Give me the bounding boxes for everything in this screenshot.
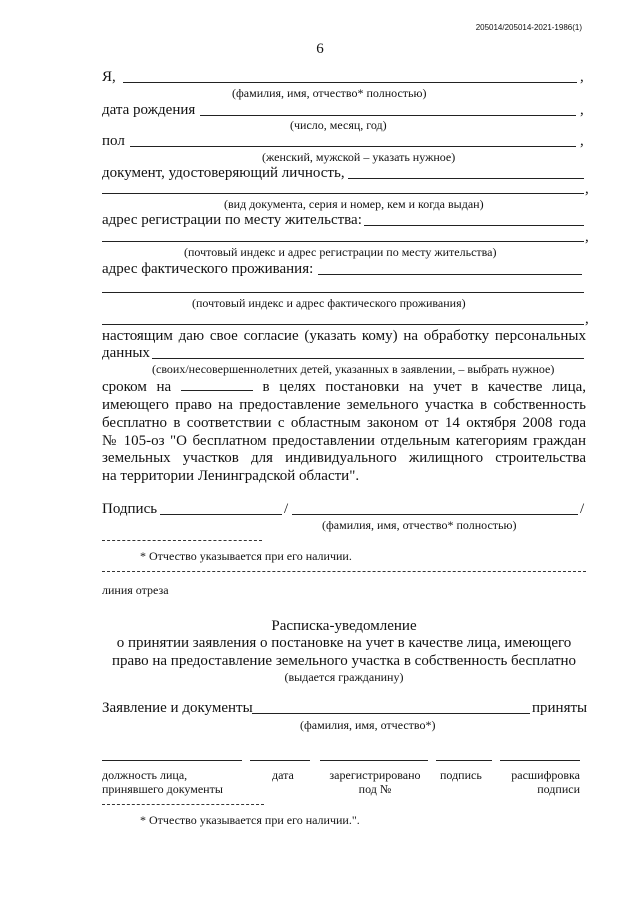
column-label: под № xyxy=(358,782,392,796)
registration-address-hint: (почтовый индекс и адрес регистрации по месту жительства) xyxy=(184,245,497,259)
footnote-separator xyxy=(102,540,262,541)
cut-line-label: линия отреза xyxy=(102,583,169,597)
comma: , xyxy=(585,229,589,245)
column-label: принявшего документы xyxy=(102,782,223,796)
column-signature-decoding xyxy=(500,768,580,796)
dob-field[interactable] xyxy=(200,115,576,116)
comma: , xyxy=(585,311,589,327)
documents-label: Заявление и документы xyxy=(102,700,253,716)
full-name-hint: (фамилия, имя, отчество* полностью) xyxy=(232,86,427,100)
column-registration xyxy=(326,768,424,796)
document-code: 205014/205014-2021-1986(1) xyxy=(475,23,582,32)
receipt-issued-note: (выдается гражданину) xyxy=(284,670,404,684)
applicant-name-field[interactable] xyxy=(252,713,530,714)
column-label: расшифровка xyxy=(511,768,580,782)
consent-line-1: настоящим даю свое согласие (указать кому) на обработку персональных xyxy=(102,328,586,344)
receipt-subtitle-2: право на предоставление земельного участка в собственность бесплатно xyxy=(111,653,577,669)
term-line xyxy=(102,378,586,396)
signature-decoding-field[interactable] xyxy=(500,760,580,761)
data-subject-hint: (своих/несовершеннолетних детей, указанных в заявлении, – выбрать нужное) xyxy=(152,362,555,376)
body-line-1: имеющего право на предоставление земельного участка в собственность xyxy=(102,397,586,413)
body-line-4: земельных участков для индивидуального жилищного строительства xyxy=(102,450,586,466)
footnote-separator xyxy=(102,804,264,805)
i-label: Я, xyxy=(102,69,116,85)
receipt-footnote-text: * Отчество указывается при его наличии.". xyxy=(140,813,360,827)
signature-field[interactable] xyxy=(160,514,282,515)
column-label: должность лица, xyxy=(102,768,188,782)
column-label: дата xyxy=(272,768,294,782)
comma: , xyxy=(585,181,589,197)
slash-separator: / xyxy=(284,501,289,517)
comma: , xyxy=(580,69,584,85)
receipt-subtitle-1: о принятии заявления о постановке на учет в качестве лица, имеющего xyxy=(116,635,572,651)
data-subject-field[interactable] xyxy=(152,358,584,359)
data-word: данных xyxy=(102,345,150,361)
sex-hint: (женский, мужской – указать нужное) xyxy=(262,150,456,164)
registration-number-field[interactable] xyxy=(320,760,428,761)
term-right-text: в целях постановки на учет в качестве лица, xyxy=(262,379,587,395)
column-label: подписи xyxy=(537,782,580,796)
registration-address-field-2[interactable] xyxy=(102,241,584,242)
actual-address-label: адрес фактического проживания: xyxy=(102,261,314,277)
dob-label: дата рождения xyxy=(102,102,196,118)
body-line-3: № 105-оз "О бесплатном предоставлении отдельным категориям граждан xyxy=(102,433,586,449)
term-field[interactable] xyxy=(181,378,253,391)
date-field[interactable] xyxy=(250,760,310,761)
term-left-text: сроком на xyxy=(102,379,172,395)
body-line-2: бесплатно в соответствии с областным законом от 14 октября 2008 года xyxy=(102,415,586,431)
column-label: подпись xyxy=(440,768,482,782)
footnote-text: * Отчество указывается при его наличии. xyxy=(140,549,352,563)
actual-address-hint: (почтовый индекс и адрес фактического проживания) xyxy=(192,296,466,310)
column-signature xyxy=(440,768,482,782)
body-line-5: на территории Ленинградской области". xyxy=(102,468,360,484)
id-document-hint: (вид документа, серия и номер, кем и когда выдан) xyxy=(224,197,484,211)
actual-address-field-2[interactable] xyxy=(102,292,584,293)
id-document-field-1[interactable] xyxy=(348,178,584,179)
column-official-position xyxy=(102,768,223,796)
accepted-label: приняты xyxy=(532,700,588,716)
slash-separator: / xyxy=(580,501,585,517)
id-document-field-2[interactable] xyxy=(102,193,584,194)
comma: , xyxy=(580,102,584,118)
signature-name-field[interactable] xyxy=(292,514,578,515)
id-document-label: документ, удостоверяющий личность, xyxy=(102,165,345,181)
official-position-field[interactable] xyxy=(102,760,242,761)
receipt-title: Расписка-уведомление xyxy=(271,618,417,634)
cut-line xyxy=(102,571,586,572)
dob-hint: (число, месяц, год) xyxy=(290,118,387,132)
sex-field[interactable] xyxy=(130,146,576,147)
column-date xyxy=(272,768,294,782)
signature-name-hint: (фамилия, имя, отчество* полностью) xyxy=(322,518,517,532)
official-signature-field[interactable] xyxy=(436,760,492,761)
column-label: зарегистрировано xyxy=(329,768,421,782)
actual-address-field-1[interactable] xyxy=(318,274,582,275)
comma: , xyxy=(580,133,584,149)
registration-address-field-1[interactable] xyxy=(364,225,584,226)
signature-label: Подпись xyxy=(102,501,158,517)
sex-label: пол xyxy=(102,133,125,149)
full-name-field[interactable] xyxy=(123,82,577,83)
registration-address-label: адрес регистрации по месту жительства: xyxy=(102,212,362,228)
applicant-name-hint: (фамилия, имя, отчество*) xyxy=(300,718,436,732)
page-number: 6 xyxy=(316,41,324,57)
consent-recipient-field[interactable] xyxy=(102,324,584,325)
